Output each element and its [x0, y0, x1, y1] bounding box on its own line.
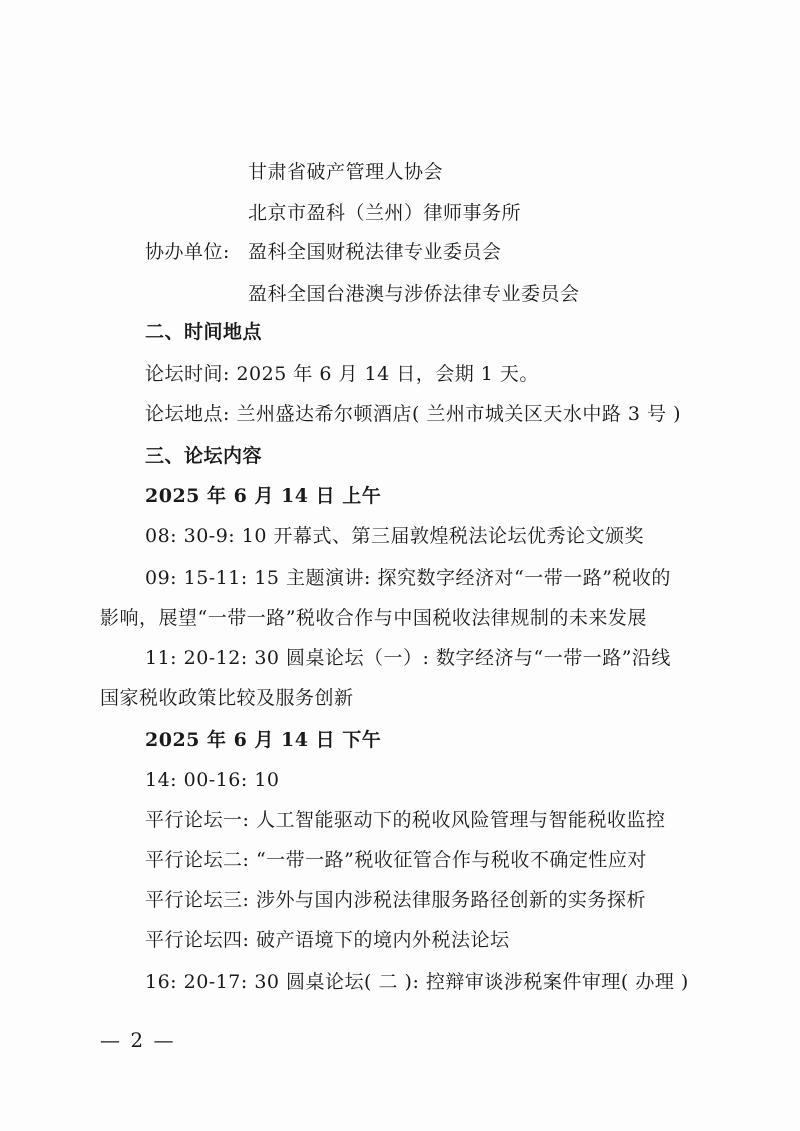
forum-place: 论坛地点: 兰州盛达希尔顿酒店( 兰州市城关区天水中路 3 号 ) — [145, 403, 682, 425]
parallel-forum-2: 平行论坛二: “一带一路”税收征管合作与税收不确定性应对 — [145, 849, 647, 871]
organizer-line-2: 北京市盈科（兰州）律师事务所 — [248, 202, 522, 224]
agenda-item-roundtable-2: 16: 20-17: 30 圆桌论坛( 二 ): 控辩审谈涉税案件审理( 办理 ) — [145, 971, 689, 993]
agenda-item-opening: 08: 30-9: 10 开幕式、第三届敦煌税法论坛优秀论文颁奖 — [145, 525, 644, 547]
parallel-forum-1: 平行论坛一: 人工智能驱动下的税收风险管理与智能税收监控 — [145, 809, 666, 831]
page-number: — 2 — — [100, 1028, 176, 1052]
morning-date: 2025 年 6 月 14 日 上午 — [145, 485, 382, 507]
afternoon-date: 2025 年 6 月 14 日 下午 — [145, 729, 382, 751]
co-host-line-1: 盈科全国财税法律专业委员会 — [248, 241, 502, 263]
section-title-time-place: 二、时间地点 — [145, 321, 263, 343]
parallel-forum-4: 平行论坛四: 破产语境下的境内外税法论坛 — [145, 929, 510, 951]
organizer-line-1: 甘肃省破产管理人协会 — [248, 161, 444, 183]
agenda-item-roundtable-1: 11: 20-12: 30 圆桌论坛（一）: 数字经济与“一带一路”沿线 — [145, 647, 671, 669]
agenda-item-keynote: 09: 15-11: 15 主题演讲: 探究数字经济对“一带一路”税收的 — [145, 567, 671, 589]
parallel-forum-3: 平行论坛三: 涉外与国内涉税法律服务路径创新的实务探析 — [145, 889, 646, 911]
agenda-item-roundtable-1-cont: 国家税收政策比较及服务创新 — [100, 687, 354, 709]
co-host-line-2: 盈科全国台港澳与涉侨法律专业委员会 — [248, 283, 580, 305]
agenda-item-keynote-cont: 影响，展望“一带一路”税收合作与中国税收法律规制的未来发展 — [100, 607, 647, 629]
afternoon-time: 14: 00-16: 10 — [145, 769, 280, 791]
forum-time: 论坛时间: 2025 年 6 月 14 日，会期 1 天。 — [145, 363, 539, 385]
co-host-label: 协办单位: — [145, 241, 230, 263]
section-title-content: 三、论坛内容 — [145, 445, 263, 467]
